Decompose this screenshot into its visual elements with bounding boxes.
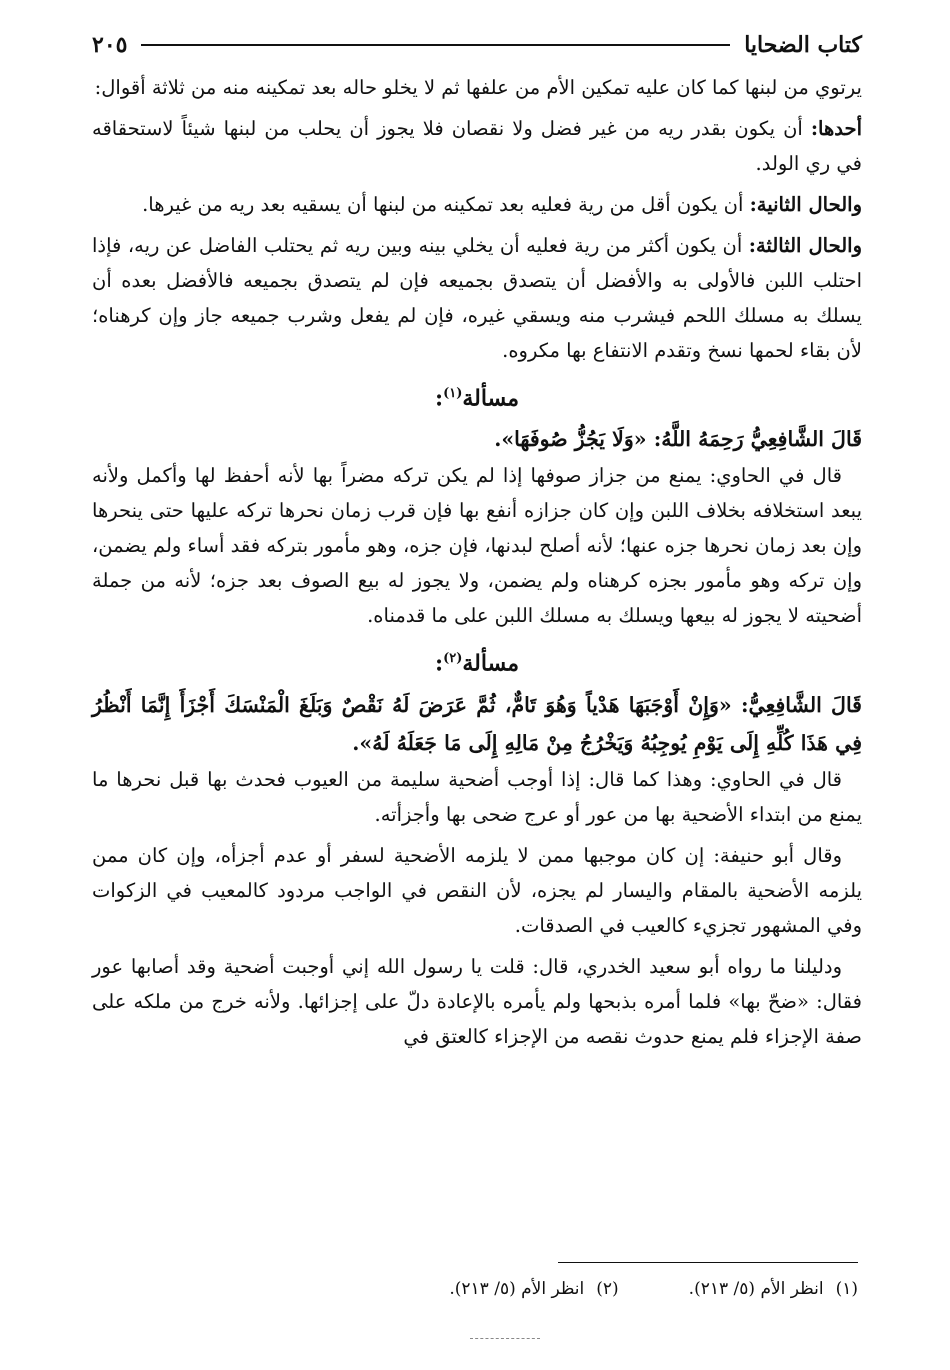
section-heading	[92, 374, 862, 418]
paragraph-text: أن يكون بقدر ريه من غير فضل ولا نقصان فلا يجوز أن يحلب من لبنها شيئاً لاستحقاقه في ري الولد.	[92, 117, 862, 175]
page-number: ٢٠٥	[92, 32, 128, 58]
paragraph-text: وقال أبو حنيفة: إن كان موجبها ممن لا يلزمه الأضحية لسفر أو عدم أجزأه، وإن كان ممن يلزمه الأضحية بالمقام واليسار لم يجزه، لأن النقص في الواجب مردود كالمعيب في الزكوات وفي المشهور تجزيء كالعيب في الصدقات.	[92, 843, 862, 937]
footnote-number: (٢)	[596, 1279, 619, 1299]
paragraph-lead: والحال الثانية:	[749, 193, 862, 216]
footnotes	[92, 1275, 858, 1303]
paragraph	[92, 838, 862, 943]
footnote-rule	[558, 1262, 858, 1263]
footnote	[689, 1275, 858, 1303]
paragraph-text: ودليلنا ما رواه أبو سعيد الخدري، قال: قلت يا رسول الله إني أوجبت أضحية وقد أصابها عور فقال: «ضحّ بها» فلما أمره بذبحها ولم يأمره بالإعادة دلّ على إجزائها. ولأنه خرج من ملكه على صفة الإجزاء فلم يمنع حدوث نقصه من الإجزاء كالعتق في	[92, 954, 862, 1048]
page-header	[92, 28, 862, 62]
paragraph-text: قال في الحاوي: وهذا كما قال: إذا أوجب أضحية سليمة من العيوب فحدث بها قبل نحرها ما يمنع من ابتداء الأضحية بها من عور أو عرج ضحى بها وأجزأته.	[92, 767, 862, 826]
paragraph	[92, 762, 862, 832]
heading-text: مسألة	[462, 650, 520, 677]
footnote-ref: (٢)	[443, 651, 463, 667]
paragraph-lead: والحال الثالثة:	[748, 234, 862, 257]
footnote-text: انظر الأم (٥/ ٢١٣).	[449, 1279, 585, 1299]
paragraph-text: قال في الحاوي: يمنع من جزاز صوفها إذا لم يكن تركه مضراً بها لأنه أحفظ لها وأكمل ولأنه يبعد استخلافه بخلاف اللبن وإن كان جزازه أنفع بها فإن قرب زمان نحرها تركه عليها حتى ينحرها وإن بعد زمان نحرها جزه عنها؛ لأنه أصلح لبدنها، فإن جزه، وهو مأمور بتركه فقد أساء ولم يضمن، وإن تركه وهو مأمور بجزه كرهناه ولم يضمن، ولا يجوز له بيع الصوف بعد جزه؛ لأنه من جملة أضحيته لا يجوز له بيعها ويسلك به مسلك اللبن على ما قدمناه.	[92, 464, 862, 628]
quoted-text: قَالَ الشَّافِعِيُّ: «وَإِنْ أَوْجَبَهَا هَدْياً وَهُوَ تَامٌّ، ثُمَّ عَرَضَ لَهُ نَقْصٌ وَبَلَغَ الْمَنْسَكَ أَجْزَأَ إِنَّمَا أَنْظُرُ فِي هَذَا كُلِّهِ إِلَى يَوْمِ يُوجِبُهُ وَيَخْرُجُ مِنْ مَالِهِ إِلَى مَا جَعَلَهُ لَهُ».	[92, 692, 862, 755]
footnote-text: انظر الأم (٥/ ٢١٣).	[688, 1279, 824, 1299]
paragraph-text: أن يكون أقل من رية فعليه بعد تمكينه من لبنها أن يسقيه بعد ريه من غيرها.	[142, 193, 750, 216]
scan-mark	[470, 1338, 540, 1339]
paragraph-text: أن يكون أكثر من رية فعليه أن يخلي بينه وبين ريه ثم يحتلب الفاضل عن ريه، فإذا احتلب اللبن فالأولى به والأفضل أن يتصدق بجميعه فإن لم يتصدق بجميعه فالأفضل بعده أن يسلك به مسلك اللحم فيشرب منه ويسقي غيره، فإن لم يفعل وشرب جميعه جاز وإن كرهناه؛ لأن بقاء لحمها نسخ وتقدم الانتفاع بها مكروه.	[92, 234, 862, 362]
footnote-number: (١)	[835, 1279, 858, 1299]
heading-colon: :	[434, 650, 444, 677]
book-title: كتاب الضحايا	[744, 32, 862, 58]
header-rule	[141, 44, 730, 46]
paragraph	[92, 949, 862, 1054]
paragraph	[92, 458, 862, 633]
paragraph-text: يرتوي من لبنها كما كان عليه تمكين الأم من علفها ثم لا يخلو حاله بعد تمكينه منه من ثلاثة أقوال:	[94, 76, 862, 99]
quoted-text: قَالَ الشَّافِعِيُّ رَحِمَهُ اللَّهُ: «وَلَا يَجُزُّ صُوفَهَا».	[494, 427, 862, 452]
heading-text: مسألة	[462, 385, 520, 412]
paragraph-lead: أحدها:	[810, 117, 862, 140]
paragraph	[92, 111, 862, 181]
paragraph	[92, 70, 862, 105]
footnote-ref: (١)	[443, 386, 463, 401]
page-body	[92, 70, 862, 1054]
paragraph	[92, 187, 862, 222]
paragraph	[92, 228, 862, 368]
heading-colon: :	[434, 385, 444, 412]
section-heading	[92, 639, 862, 683]
footnote	[449, 1275, 618, 1303]
